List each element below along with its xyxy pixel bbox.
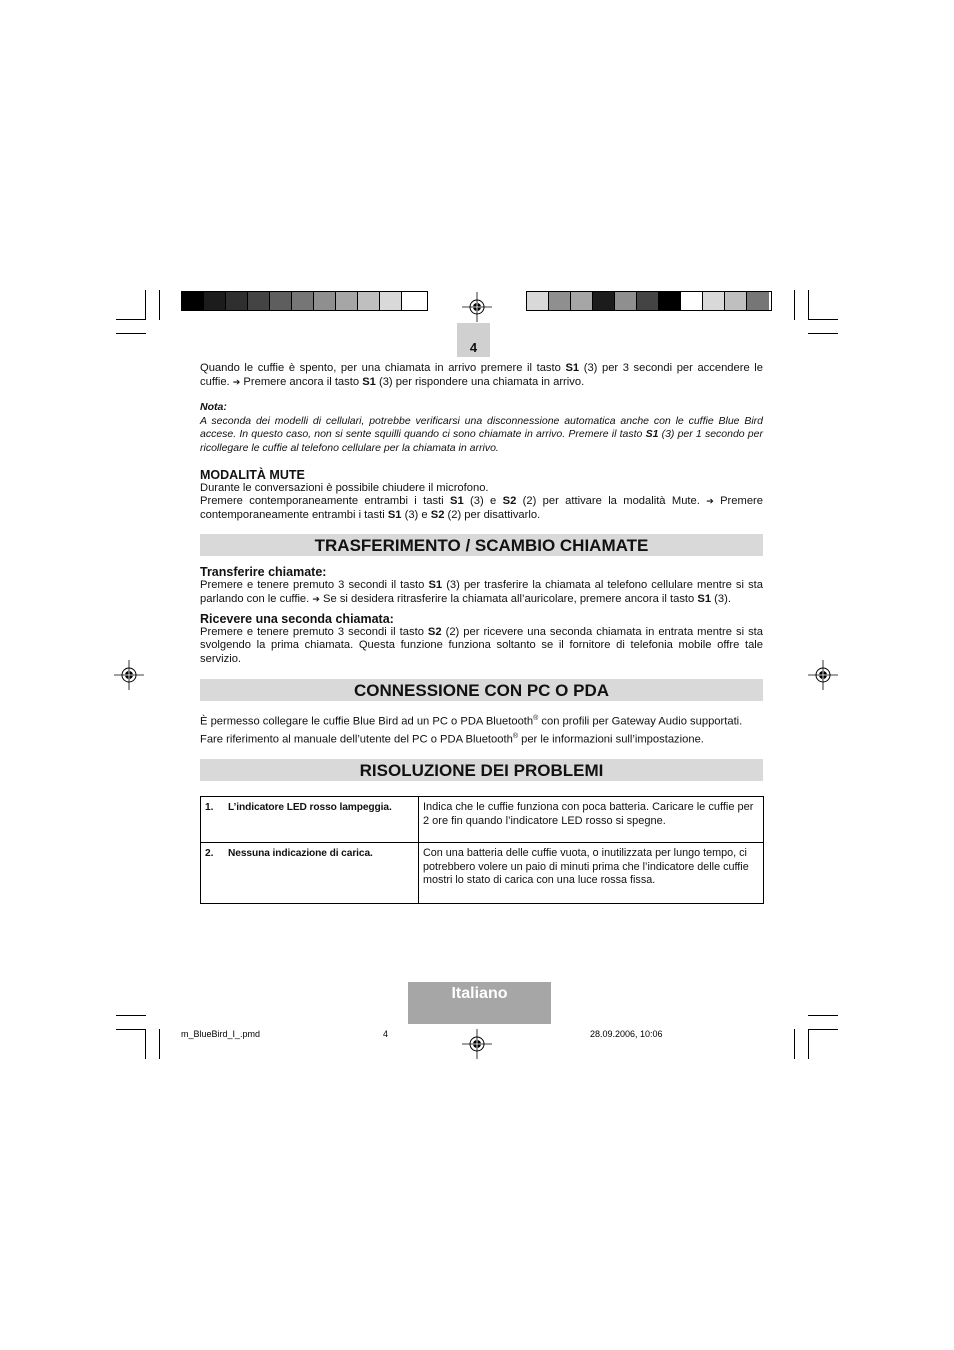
color-swatch [681, 292, 703, 310]
section-heading-trouble: RISOLUZIONE DEI PROBLEMI [200, 759, 763, 781]
pc-paragraph: È permesso collegare le cuffie Blue Bird ad un PC o PDA Bluetooth® con profili per Gateway Audio supportati. Fare riferimento al manuale dell’utente del PC o PDA Bluetooth® per le informazioni sull’impostazione. [200, 715, 743, 746]
arrow-right-icon: ➔ [312, 593, 320, 604]
color-swatch [402, 292, 424, 310]
crop-mark [808, 319, 838, 320]
color-swatch [336, 292, 358, 310]
color-calibration-bar-left [181, 291, 428, 311]
color-swatch [182, 292, 204, 310]
crop-mark [159, 1029, 160, 1059]
crop-mark [808, 1015, 838, 1016]
crop-mark [116, 333, 146, 334]
intro-paragraph: Quando le cuffie è spento, per una chiamata in arrivo premere il tasto S1 (3) per 3 secondi per accendere le cuffie. ➔ Premere ancora il tasto S1 (3) per rispondere una chiamata in arrivo. [200, 362, 763, 388]
color-swatch [571, 292, 593, 310]
arrow-right-icon: ➔ [706, 496, 714, 507]
transfer-paragraph: Premere e tenere premuto 3 secondi il tasto S1 (3) per trasferire la chiamata al telefono cellulare mentre si sta parlando con le cuffie. ➔ Se si desidera ritrasferire la chiamata all’auricolare, premere ancora il tasto S1 (3). [200, 579, 763, 605]
crop-mark [145, 1029, 146, 1059]
footer-filename: m_BlueBird_I_.pmd [181, 1029, 261, 1039]
crop-mark [116, 1029, 146, 1030]
crop-mark [116, 319, 146, 320]
color-swatch [248, 292, 270, 310]
note-paragraph: A seconda dei modelli di cellulari, potrebbe verificarsi una disconnessione automatica anche con le cuffie Blue Bird accese. In questo caso, non si sente squilli quando ci sono chiamate in arrivo. Premere il tasto S1 (3) per 1 secondo per ricollegare le cuffie al telefono cellulare per la chiamata in arrivo. [200, 414, 763, 454]
mute-line: Durante le conversazioni è possibile chiudere il microfono. [200, 481, 489, 494]
second-call-subheading: Ricevere una seconda chiamata: [200, 611, 394, 626]
transfer-subheading: Transferire chiamate: [200, 565, 327, 580]
troubleshooting-table [200, 796, 764, 904]
color-swatch [380, 292, 402, 310]
problem-cell: 2. Nessuna indicazione di carica. [201, 842, 419, 903]
registration-mark-icon [114, 660, 144, 690]
color-swatch [292, 292, 314, 310]
color-swatch [549, 292, 571, 310]
footer-page: 4 [383, 1029, 389, 1039]
crop-mark [808, 333, 838, 334]
crop-mark [116, 1015, 146, 1016]
mute-title: MODALITÀ MUTE [200, 467, 305, 482]
color-swatch [527, 292, 549, 310]
color-calibration-bar-right [526, 291, 772, 311]
color-swatch [226, 292, 248, 310]
section-heading-pc: CONNESSIONE CON PC O PDA [200, 679, 763, 701]
crop-mark [145, 290, 146, 320]
footer-datetime: 28.09.2006, 10:06 [590, 1029, 663, 1039]
page-number-tab [457, 323, 490, 357]
color-swatch [270, 292, 292, 310]
crop-mark [794, 290, 795, 320]
mute-paragraph: Premere contemporaneamente entrambi i tasti S1 (3) e S2 (2) per attivare la modalità Mute. ➔ Premere contemporaneamente entrambi i tasti S1 (3) e S2 (2) per disattivarlo. [200, 495, 763, 521]
registration-mark-icon [462, 1029, 492, 1059]
page-content [200, 362, 763, 904]
crop-mark [794, 1029, 795, 1059]
problem-cell: 1. L’indicatore LED rosso lampeggia. [201, 796, 419, 842]
color-swatch [659, 292, 681, 310]
color-swatch [725, 292, 747, 310]
note-label: Nota: [200, 401, 227, 414]
crop-mark [808, 1029, 809, 1059]
arrow-right-icon: ➔ [232, 376, 241, 387]
second-call-paragraph: Premere e tenere premuto 3 secondi il tasto S2 (2) per ricevere una seconda chiamata in entrata mentre si sta svolgendo la prima chiamata. Questa funzione funziona soltanto se il fornitore di telefonia mobile offre tale servizio. [200, 625, 763, 665]
section-heading-transfer: TRASFERIMENTO / SCAMBIO CHIAMATE [200, 534, 763, 556]
crop-mark [808, 290, 809, 320]
color-swatch [615, 292, 637, 310]
solution-cell: Con una batteria delle cuffie vuota, o inutilizzata per lungo tempo, ci potrebbero volere un paio di minuti prima che l’indicatore delle cuffie mostri lo stato di carica con una luce rossa fissa. [419, 842, 764, 903]
table-row [201, 842, 764, 903]
color-swatch [358, 292, 380, 310]
color-swatch [637, 292, 659, 310]
crop-mark [808, 1029, 838, 1030]
crop-mark [159, 290, 160, 320]
table-row [201, 796, 764, 842]
page-number: 4 [469, 340, 478, 355]
color-swatch [314, 292, 336, 310]
solution-cell: Indica che le cuffie funziona con poca batteria. Caricare le cuffie per 2 ore fin quando l’indicatore LED rosso si spegne. [419, 796, 764, 842]
color-swatch [204, 292, 226, 310]
registration-mark-icon [462, 292, 492, 322]
registration-mark-icon [808, 660, 838, 690]
color-swatch [703, 292, 725, 310]
language-tab: Italiano [408, 982, 551, 1024]
color-swatch [747, 292, 769, 310]
color-swatch [593, 292, 615, 310]
